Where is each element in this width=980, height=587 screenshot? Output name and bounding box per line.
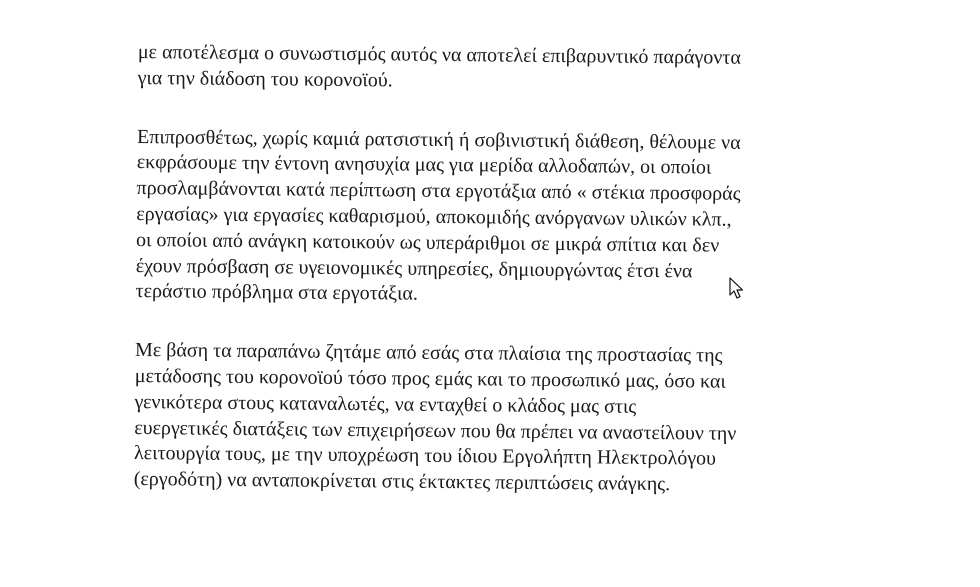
text-line: με αποτέλεσμα ο συνωστισμός αυτός να αποτελεί επιβαρυντικό παράγοντα — [137, 40, 741, 69]
paragraph-3 — [134, 338, 860, 500]
text-line: έχουν πρόσβαση σε υγειονομικές υπηρεσίες, δημιουργώντας έτσι ένα — [135, 254, 693, 282]
text-line: εργασίας» για εργασίες καθαρισμού, αποκομιδής ανόργανων υλικών κλπ., — [136, 202, 732, 231]
text-line: λειτουργία τους, με την υποχρέωση του ίδιου Εργολήπτη Ηλεκτρολόγου — [133, 442, 717, 470]
text-line: (εργοδότη) να ανταποκρίνεται στις έκτακτες περιπτώσεις ανάγκης. — [133, 468, 671, 496]
mouse-pointer-icon — [729, 277, 745, 301]
text-line: γενικότερα στους καταναλωτές, να ενταχθεί ο κλάδος μας στις — [134, 390, 637, 418]
text-line: τεράστιο πρόβλημα στα εργοτάξια. — [135, 280, 419, 306]
text-line: Με βάση τα παραπάνω ζητάμε από εσάς στα πλαίσια της προστασίας της — [134, 339, 723, 367]
paragraph-1 — [138, 40, 863, 99]
text-line: ευεργετικές διατάξεις των επιχειρήσεων που θα πρέπει να αναστείλουν την — [134, 416, 737, 445]
text-line: οι οποίοι από ανάγκη κατοικούν ως υπεράριθμοι σε μικρά σπίτια και δεν — [135, 228, 720, 257]
paragraph-2 — [135, 125, 862, 313]
text-line: μετάδοσης του κορονοϊού τόσο προς εμάς και το προσωπικό μας, όσο και — [134, 364, 726, 393]
text-line: Επιπροσθέτως, χωρίς καμιά ρατσιστική ή σοβινιστική διάθεση, θέλουμε να — [136, 125, 741, 154]
document-text — [134, 40, 863, 500]
text-line: για την διάδοση του κορονοϊού. — [137, 66, 393, 92]
text-line: εκφράσουμε την έντονη ανησυχία μας για μερίδα αλλοδαπών, οι οποίοι — [136, 151, 712, 179]
text-line: προσλαμβάνονται κατά περίπτωση στα εργοτάξια από « στέκια προσφοράς — [136, 177, 741, 205]
